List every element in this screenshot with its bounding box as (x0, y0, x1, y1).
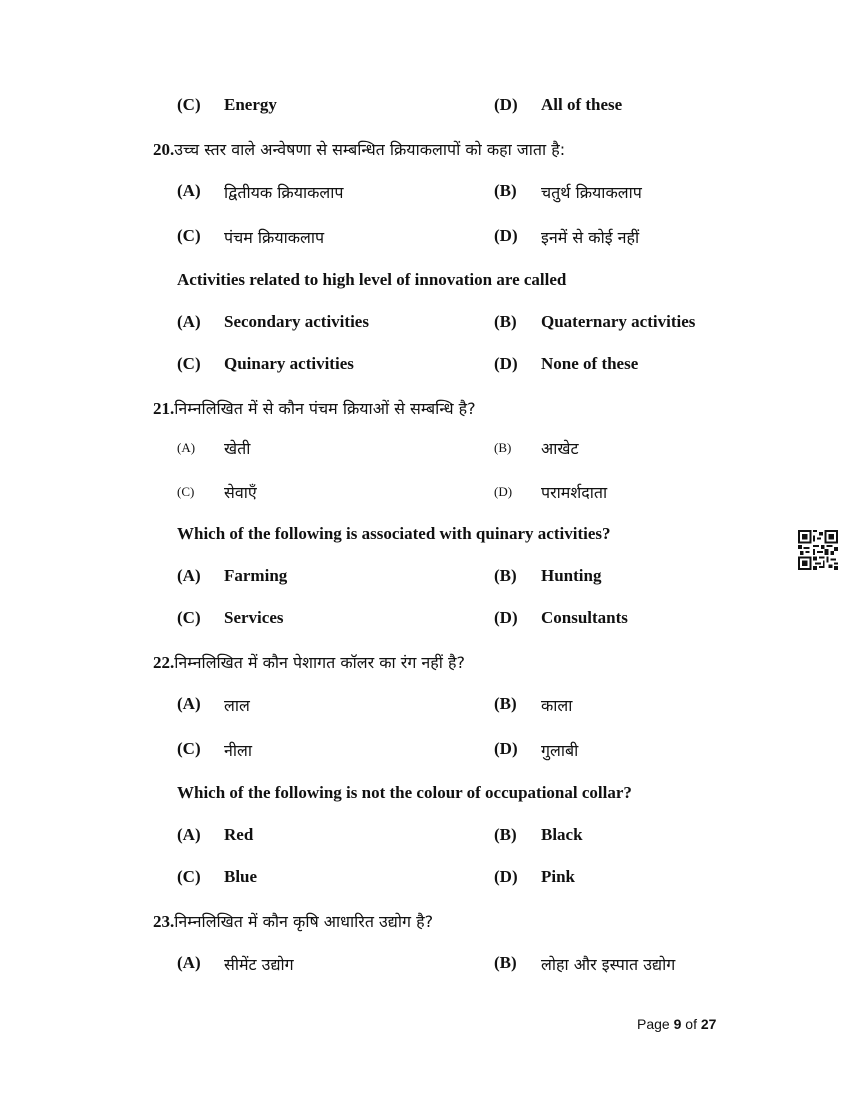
option-text: Consultants (541, 608, 628, 627)
q20-en-options-row-1 (0, 312, 850, 342)
option-text: पंचम क्रियाकलाप (224, 228, 325, 247)
question-number: 21. (153, 399, 175, 418)
option-letter: (D) (494, 95, 518, 114)
option-text: गुलाबी (541, 741, 579, 760)
question-english: Which of the following is associated with quinary activities? (177, 524, 611, 543)
page-word: Page (637, 1016, 670, 1032)
option-text: Blue (224, 867, 258, 886)
option-letter: (C) (177, 608, 201, 627)
q20-hi-options-row-1 (0, 181, 850, 211)
option-letter: (B) (494, 953, 517, 972)
option-text: Pink (541, 867, 576, 886)
q21-en-options-row-2 (0, 608, 850, 638)
option-letter: (A) (177, 825, 201, 844)
option-text: खेती (224, 439, 251, 458)
option-text: सीमेंट उद्योग (224, 955, 294, 974)
q21-en-options-row-1 (0, 566, 850, 596)
option-letter: (B) (494, 440, 512, 455)
question-number: 20. (153, 140, 175, 159)
question-text: निम्नलिखित में से कौन पंचम क्रियाओं से सम्बन्धि है? (174, 399, 476, 418)
q20-hi-options-row-2 (0, 226, 850, 256)
option-letter: (D) (494, 867, 518, 886)
option-letter: (D) (494, 484, 513, 499)
option-letter: (B) (494, 566, 517, 585)
qr-code-icon (798, 530, 838, 570)
option-letter: (C) (177, 226, 201, 245)
option-letter: (D) (494, 354, 518, 373)
question-number: 23. (153, 912, 175, 931)
option-text: इनमें से कोई नहीं (541, 228, 640, 247)
option-text: सेवाएँ (224, 483, 257, 502)
q21-hi-options-row-2 (0, 481, 850, 511)
option-letter: (C) (177, 867, 201, 886)
option-letter: (C) (177, 739, 201, 758)
option-letter: (A) (177, 694, 201, 713)
question-hindi (153, 651, 465, 673)
option-text: Secondary activities (224, 312, 369, 331)
question-number: 22. (153, 653, 175, 672)
option-text: Quinary activities (224, 354, 354, 373)
of-word: of (685, 1016, 697, 1032)
option-letter: (A) (177, 312, 201, 331)
option-letter: (C) (177, 95, 201, 114)
option-text: Farming (224, 566, 288, 585)
option-letter: (A) (177, 953, 201, 972)
total-pages: 27 (700, 1016, 717, 1032)
option-letter: (C) (177, 354, 201, 373)
option-text: चतुर्थ क्रियाकलाप (541, 183, 642, 202)
option-text: नीला (224, 741, 253, 760)
q22-en-options-row-1 (0, 825, 850, 855)
q22-en-options-row-2 (0, 867, 850, 897)
option-letter: (B) (494, 694, 517, 713)
option-text: लाल (224, 696, 250, 715)
page-footer (637, 1016, 716, 1032)
option-text: Black (541, 825, 583, 844)
option-text: लोहा और इस्पात उद्योग (541, 955, 676, 974)
option-text: Energy (224, 95, 277, 114)
option-letter: (D) (494, 608, 518, 627)
option-letter: (A) (177, 181, 201, 200)
question-text: निम्नलिखित में कौन पेशागत कॉलर का रंग नहीं है? (174, 653, 466, 672)
question-hindi (153, 138, 565, 160)
q21-hi-options-row-1 (0, 437, 850, 467)
option-text: द्वितीयक क्रियाकलाप (224, 183, 344, 202)
option-text: Red (224, 825, 254, 844)
option-letter: (D) (494, 739, 518, 758)
option-letter: (B) (494, 825, 517, 844)
option-text: All of these (541, 95, 623, 114)
q19-options-row-2 (0, 95, 850, 125)
question-text: निम्नलिखित में कौन कृषि आधारित उद्योग है? (174, 912, 434, 931)
option-text: आखेट (541, 439, 579, 458)
option-text: Services (224, 608, 284, 627)
question-english: Activities related to high level of innovation are called (177, 270, 567, 289)
option-text: परामर्शदाता (541, 483, 608, 502)
option-text: काला (541, 696, 573, 715)
option-letter: (A) (177, 440, 196, 455)
q22-hi-options-row-2 (0, 739, 850, 769)
option-letter: (D) (494, 226, 518, 245)
option-letter: (A) (177, 566, 201, 585)
option-text: None of these (541, 354, 639, 373)
question-hindi (153, 910, 433, 932)
option-letter: (B) (494, 312, 517, 331)
question-text: उच्च स्तर वाले अन्वेषणा से सम्बन्धित क्रियाकलापों को कहा जाता है: (174, 140, 566, 159)
question-english: Which of the following is not the colour of occupational collar? (177, 783, 632, 802)
option-letter: (B) (494, 181, 517, 200)
current-page-number: 9 (673, 1016, 682, 1032)
option-letter: (C) (177, 484, 195, 499)
option-text: Hunting (541, 566, 602, 585)
option-text: Quaternary activities (541, 312, 696, 331)
q23-hi-options-row-1 (0, 953, 850, 983)
question-hindi (153, 397, 476, 419)
q22-hi-options-row-1 (0, 694, 850, 724)
q20-en-options-row-2 (0, 354, 850, 384)
